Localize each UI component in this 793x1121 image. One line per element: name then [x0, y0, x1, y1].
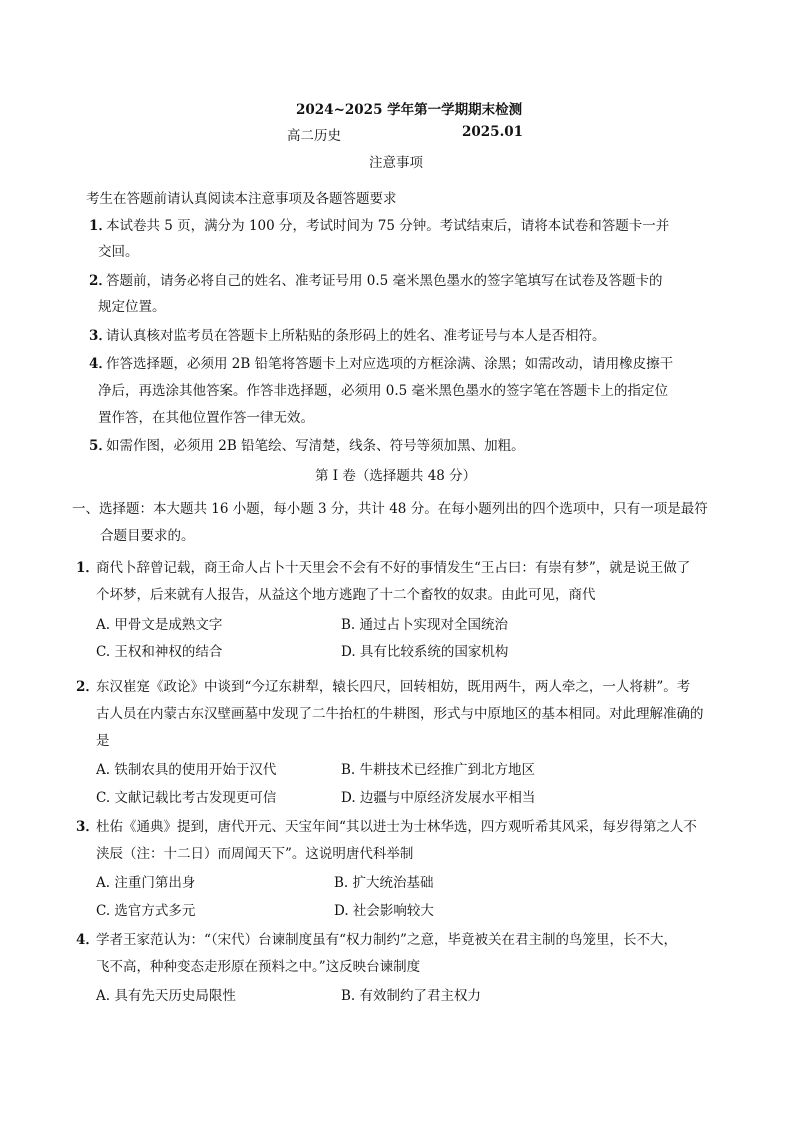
section-intro: 合题目要求的。 — [100, 528, 195, 544]
question-stem: 商代卜辞曾记载，商王命人占卜十天里会不会有不好的事情发生“王占曰：有崇有梦”，就是说王做了 — [96, 560, 691, 576]
question-number: 2． — [76, 679, 99, 695]
notice-item-text: 置作答，在其他位置作答一律无效。 — [98, 410, 314, 426]
notice-title: 注意事项 — [369, 155, 423, 171]
option-d: D. 社会影响较大 — [334, 903, 434, 919]
option-b: B. 通过占卜实现对全国统治 — [341, 617, 509, 633]
notice-item-text: 答题前，请务必将自己的姓名、准考证号用 0.5 毫米黑色墨水的签字笔填写在试卷及答题卡的 — [106, 273, 663, 289]
exam-title: 2024~2025 学年第一学期期末检测 — [296, 102, 523, 118]
notice-item-text: 作答选择题，必须用 2B 铅笔将答题卡上对应选项的方框涂满、涂黑；如需改动，请用橡皮擦干 — [106, 356, 674, 372]
option-c: C. 选官方式多元 — [96, 903, 196, 919]
question-number: 1． — [76, 560, 99, 576]
question-stem: 是 — [96, 733, 110, 749]
option-d: D. 具有比较系统的国家机构 — [341, 644, 509, 660]
notice-item-text: 交回。 — [98, 244, 139, 260]
question-stem: 东汉崔寔《政论》中谈到“今辽东耕犁，辕长四尺，回转相妨，既用两牛，两人牵之，一人将耕”。考 — [96, 679, 691, 695]
notice-item-text: 请认真核对监考员在答题卡上所粘贴的条形码上的姓名、准考证号与本人是否相符。 — [106, 328, 606, 344]
option-a: A. 注重门第出身 — [96, 875, 196, 891]
option-b: B. 扩大统治基础 — [334, 875, 434, 891]
notice-item-text: 如需作图，必须用 2B 铅笔绘、写清楚，线条、符号等须加黑、加粗。 — [106, 438, 525, 454]
question-number: 3． — [76, 819, 99, 835]
notice-item-number: 3． — [89, 328, 112, 344]
notice-item-number: 1． — [89, 218, 112, 234]
question-stem: 个坏梦，后来就有人报告，从益这个地方逃跑了十二个畜牧的奴隶。由此可见，商代 — [96, 587, 596, 603]
option-a: A. 铁制农具的使用开始于汉代 — [96, 762, 277, 778]
question-stem: 学者王家范认为：“（宋代）台谏制度虽有“权力制约”之意，毕竟被关在君主制的鸟笼里，长不大， — [96, 932, 677, 948]
option-b: B. 牛耕技术已经推广到北方地区 — [341, 762, 536, 778]
notice-item-number: 4． — [89, 356, 112, 372]
section-title: 第 I 卷（选择题共 48 分） — [315, 468, 477, 484]
question-stem: 飞不高，种种变态走形原在预料之中。”这反映台谏制度 — [96, 959, 421, 975]
option-a: A. 具有先天历史局限性 — [96, 988, 236, 1004]
notice-item-number: 2． — [89, 273, 112, 289]
notice-item-text: 规定位置。 — [98, 299, 166, 315]
option-a: A. 甲骨文是成熟文字 — [96, 617, 223, 633]
exam-date: 2025.01 — [462, 124, 524, 140]
notice-item-text: 本试卷共 5 页，满分为 100 分，考试时间为 75 分钟。考试结束后，请将本试卷和答题卡一并 — [106, 218, 670, 234]
subject-label: 高二历史 — [287, 128, 341, 144]
notice-item-number: 5． — [89, 438, 112, 454]
question-stem: 浃辰（注：十二日）而周闻天下”。这说明唐代科举制 — [96, 846, 414, 862]
option-b: B. 有效制约了君主权力 — [341, 988, 482, 1004]
section-intro: 一、选择题：本大题共 16 小题，每小题 3 分，共计 48 分。在每小题列出的四个选项中，只有一项是最符 — [72, 501, 708, 517]
option-c: C. 文献记载比考古发现更可信 — [96, 790, 277, 806]
question-number: 4． — [76, 932, 99, 948]
notice-item-text: 净后，再选涂其他答案。作答非选择题，必须用 0.5 毫米黑色墨水的签字笔在答题卡上的指定位 — [98, 383, 669, 399]
option-d: D. 边疆与中原经济发展水平相当 — [341, 790, 536, 806]
question-stem: 杜佑《通典》提到，唐代开元、天宝年间“其以进士为士林华选，四方观听希其风采，每岁得第之人不 — [96, 819, 697, 835]
question-stem: 古人员在内蒙古东汉壁画墓中发现了二牛抬杠的牛耕图，形式与中原地区的基本相同。对此理解准确的 — [96, 706, 704, 722]
notice-intro: 考生在答题前请认真阅读本注意事项及各题答题要求 — [86, 191, 397, 207]
option-c: C. 王权和神权的结合 — [96, 644, 223, 660]
